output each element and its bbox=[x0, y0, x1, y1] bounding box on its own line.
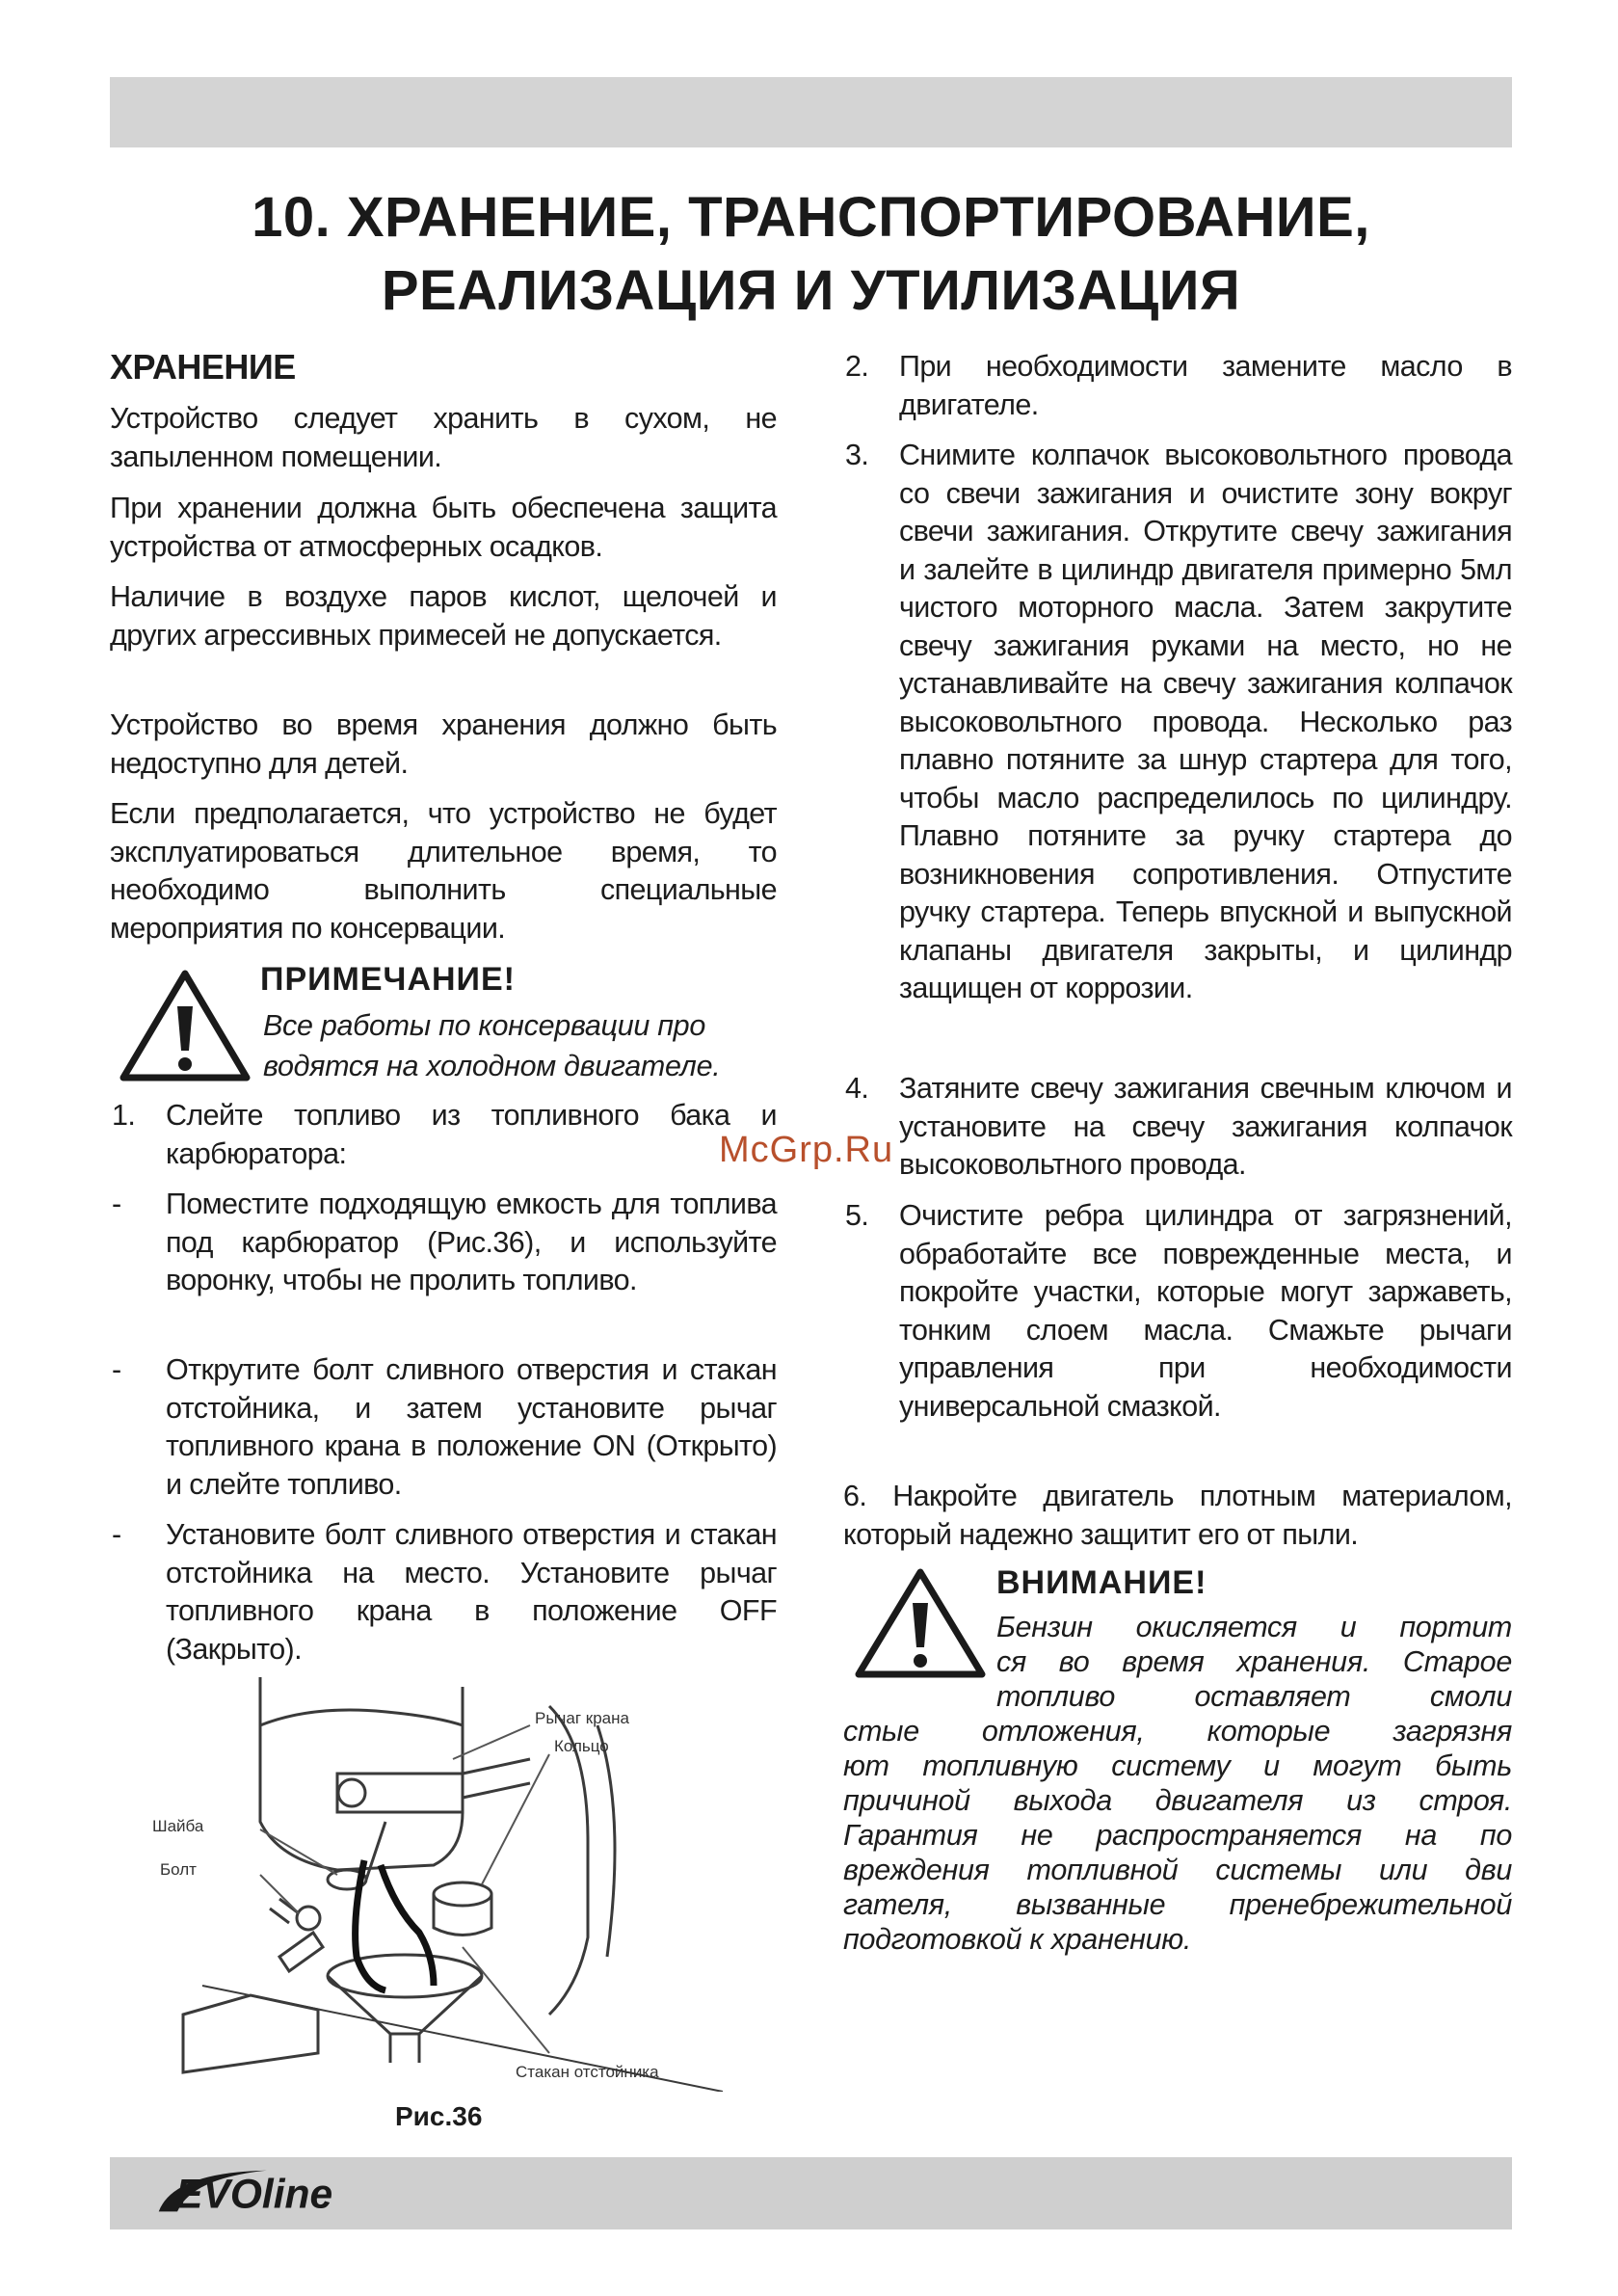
note-heading: ПРИМЕЧАНИЕ! bbox=[260, 961, 516, 998]
list-marker: 1. bbox=[112, 1099, 136, 1132]
warning-line: Бензин окисляется и портит bbox=[996, 1611, 1512, 1643]
footer-bar bbox=[110, 2157, 1512, 2229]
list-item-text: Очистите ребра цилиндра от загрязнений, обработайте все поврежденные места, и покройте участки, которые могут заржаветь, тонким слоем масла. Смажьте рычаги управления при необходимости универсальной смазкой. bbox=[899, 1199, 1512, 1423]
warning-line: ся во время хранения. Старое bbox=[996, 1645, 1512, 1678]
list-item bbox=[843, 1197, 1512, 1426]
paragraph-4: Устройство во время хранения должно быть недоступно для детей. bbox=[110, 708, 777, 780]
list-item-text: Открутите болт сливного отверстия и стакан отстойника, и затем установите рычаг топливного крана в положение ON (Открыто) и слейте топливо. bbox=[166, 1353, 777, 1501]
figure-caption: Рис.36 bbox=[395, 2101, 483, 2131]
list-item bbox=[110, 1516, 777, 1669]
list-item-text: При необходимости замените масло в двигателе. bbox=[899, 350, 1512, 421]
paragraph-5: Если предполагается, что устройство не будет эксплуатироваться длительное время, то необходимо выполнить специальные мероприятия по консервации. bbox=[110, 797, 777, 945]
list-item-text: Снимите колпачок высоковольтного провода со свечи зажигания и очистите зону вокруг свечи зажигания. Открутите свечу зажигания и залейте в цилиндр двигателя примерно 5мл чистого моторного масла. Затем закрутите свечу зажигания руками на место, но не устанавливайте на свечу зажигания колпачок высоковольтного провода. Несколько раз плавно потяните за шнур стартера для того, чтобы масло распределилось по цилиндру. Плавно потяните за ручку стартера до возникновения сопротивления. Отпустите ручку стартера. Теперь впускной и выпускной клапаны двигателя закрыты, и цилиндр защищен от коррозии. bbox=[899, 439, 1512, 1004]
warning-line: подготовкой к хранению. bbox=[843, 1923, 1192, 1956]
list-marker: 2. bbox=[845, 350, 869, 383]
list-item-text: Установите болт сливного отверстия и стакан отстойника на место. Установите рычаг топливного крана в положение OFF (Закрыто). bbox=[166, 1518, 777, 1666]
warning-line: ют топливную систему и могут быть bbox=[843, 1749, 1512, 1782]
warning-line: гателя, вызванные пренебрежительной bbox=[843, 1888, 1512, 1921]
figure-36-illustration bbox=[145, 1668, 752, 2092]
warning-line: вреждения топливной системы или дви bbox=[843, 1854, 1512, 1886]
warning-line: Гарантия не распространяется на по bbox=[843, 1819, 1512, 1852]
figure-label-cup: Стакан отстойника bbox=[516, 2063, 659, 2081]
list-item bbox=[843, 1070, 1512, 1185]
figure-label-washer: Шайба bbox=[152, 1817, 204, 1835]
list-marker: - bbox=[112, 1188, 121, 1220]
watermark: McGrp.Ru bbox=[719, 1130, 894, 1170]
list-marker: - bbox=[112, 1518, 121, 1551]
section-heading: ХРАНЕНИЕ bbox=[110, 347, 296, 387]
list-item bbox=[110, 1097, 777, 1173]
warning-line: топливо оставляет смоли bbox=[996, 1680, 1512, 1713]
paragraph-2: При хранении должна быть обеспечена защита устройства от атмосферных осадков. bbox=[110, 492, 777, 563]
paragraph-3: Наличие в воздухе паров кислот, щелочей и других агрессивных примесей не допускается. bbox=[110, 580, 777, 652]
page-title-line-2: РЕАЛИЗАЦИЯ И УТИЛИЗАЦИЯ bbox=[381, 259, 1241, 322]
paragraph-1: Устройство следует хранить в сухом, не запыленном помещении. bbox=[110, 402, 777, 473]
note-line-2: водятся на холодном двигателе. bbox=[263, 1050, 721, 1082]
figure-label-ring: Кольцо bbox=[554, 1737, 609, 1755]
list-item-text: Затяните свечу зажигания свечным ключом и установите на свечу зажигания колпачок высоковольтного провода. bbox=[899, 1072, 1512, 1181]
evoline-logo bbox=[150, 2165, 430, 2221]
list-item bbox=[110, 1351, 777, 1504]
warning-triangle-icon bbox=[853, 1566, 988, 1680]
list-marker: 5. bbox=[845, 1199, 869, 1232]
warning-line: причиной выхода двигателя из строя. bbox=[843, 1784, 1512, 1817]
figure-label-lever: Рычаг крана bbox=[535, 1709, 629, 1727]
page-title bbox=[110, 181, 1512, 328]
list-marker: - bbox=[112, 1353, 121, 1386]
page-title-line-1: 10. ХРАНЕНИЕ, ТРАНСПОРТИРОВАНИЕ, bbox=[252, 186, 1370, 249]
warning-line: стые отложения, которые загрязня bbox=[843, 1715, 1512, 1748]
figure-label-bolt: Болт bbox=[160, 1860, 197, 1879]
logo-text: EVOline bbox=[175, 2171, 333, 2218]
warning-heading: ВНИМАНИЕ! bbox=[996, 1564, 1207, 1601]
header-bar bbox=[110, 77, 1512, 147]
list-marker: 4. bbox=[845, 1072, 869, 1105]
list-item-text: Слейте топливо из топливного бака и карбюратора: bbox=[166, 1099, 777, 1170]
list-item bbox=[843, 348, 1512, 424]
note-line-1: Все работы по консервации про bbox=[263, 1009, 706, 1042]
warning-triangle-icon bbox=[118, 968, 252, 1083]
item-6: 6. Накройте двигатель плотным материалом, который надежно защитит его от пыли. bbox=[843, 1480, 1512, 1551]
list-item bbox=[110, 1186, 777, 1300]
list-item-text: Поместите подходящую емкость для топлива под карбюратор (Рис.36), и используйте воронку, чтобы не пролить топливо. bbox=[166, 1188, 777, 1296]
list-item bbox=[843, 437, 1512, 1008]
list-marker: 3. bbox=[845, 439, 869, 471]
